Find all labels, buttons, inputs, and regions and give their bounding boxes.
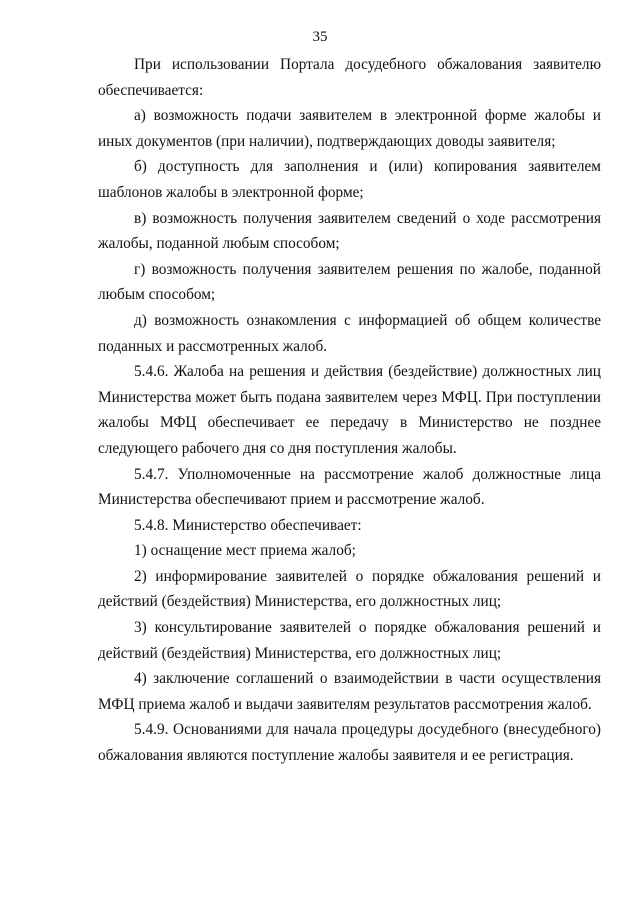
paragraph-item-a: а) возможность подачи заявителем в электронной форме жалобы и иных документов (при наличии), подтверждающих доводы заявителя; <box>98 107 601 150</box>
paragraph-intro: При использовании Портала досудебного обжалования заявителю обеспечивается: <box>98 56 601 99</box>
paragraph-item-b: б) доступность для заполнения и (или) копирования заявителем шаблонов жалобы в электронной форме; <box>98 158 601 201</box>
paragraph-item-d: д) возможность ознакомления с информацией об общем количестве поданных и рассмотренных жалоб. <box>98 311 601 355</box>
paragraph-item-2: 2) информирование заявителей о порядке обжалования решений и действий (бездействия) Министерства, его должностных лиц; <box>98 567 601 611</box>
paragraph-5-4-6: 5.4.6. Жалоба на решения и действия (бездействие) должностных лиц Министерства может быть подана заявителем через МФЦ. При поступлении жалобы МФЦ обеспечивает ее передачу в Министерство не позднее следующего рабочего дня со дня поступления жалобы. <box>98 363 601 457</box>
paragraph-5-4-9: 5.4.9. Основаниями для начала процедуры досудебного (внесудебного) обжалования являются поступление жалобы заявителя и ее регистрация. <box>98 721 601 765</box>
paragraph-item-g: г) возможность получения заявителем решения по жалобе, поданной любым способом; <box>98 260 601 304</box>
paragraph-5-4-8: 5.4.8. Министерство обеспечивает: <box>134 516 362 534</box>
paragraph-item-1: 1) оснащение мест приема жалоб; <box>134 542 356 560</box>
document-body <box>98 52 601 769</box>
paragraph-item-3: 3) консультирование заявителей о порядке обжалования решений и действий (бездействия) Министерства, его должностных лиц; <box>98 619 601 662</box>
paragraph-item-v: в) возможность получения заявителем сведений о ходе рассмотрения жалобы, поданной любым способом; <box>98 209 601 253</box>
page-number: 35 <box>312 29 328 45</box>
paragraph-item-4: 4) заключение соглашений о взаимодействии в части осуществления МФЦ приема жалоб и выдачи заявителям результатов рассмотрения жалоб. <box>98 670 601 713</box>
paragraph-5-4-7: 5.4.7. Уполномоченные на рассмотрение жалоб должностные лица Министерства обеспечивают прием и рассмотрение жалоб. <box>98 465 601 509</box>
